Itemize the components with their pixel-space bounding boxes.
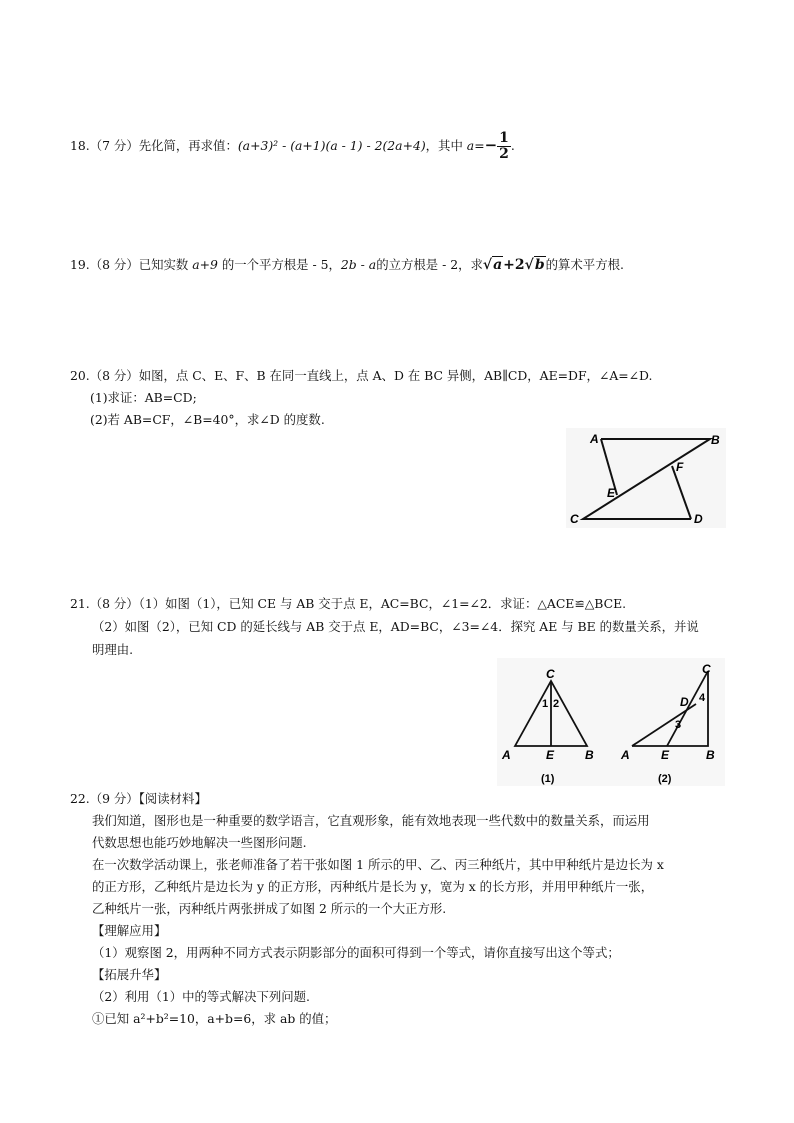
q22-line-9: 【拓展升华】	[92, 967, 167, 982]
q20-label-b: B	[711, 433, 720, 447]
q20-line-1: 20.（8 分）如图，点 C、E、F、B 在同一直线上，点 A、D 在 BC 异侧，AB∥CD，AE=DF，∠A=∠D.	[70, 368, 653, 383]
q18-number: 18.	[70, 138, 90, 153]
q21-fig1-caption: (1)	[541, 773, 555, 785]
q21-line-2: （2）如图（2），已知 CD 的延长线与 AB 交于点 E，AD=BC，∠3=∠4．探究 AE 与 BE 的数量关系，并说	[92, 619, 699, 634]
q21-fig1-label-c: C	[546, 667, 555, 681]
q20-line-3: (2)若 AB=CF，∠B=40°，求∠D 的度数.	[90, 412, 325, 427]
q21-fig1-label-b: B	[585, 748, 594, 762]
q20-label-e: E	[607, 486, 616, 500]
q20-line-2: (1)求证：AB=CD;	[90, 390, 197, 405]
q19-text-3: 的立方根是 - 2，求	[376, 257, 483, 272]
q18-fraction-numerator: 1	[499, 130, 509, 146]
q21-line-1: 21.（8 分）（1）如图（1），已知 CE 与 AB 交于点 E，AC=BC，∠1=∠2．求证：△ACE≌△BCE.	[70, 596, 627, 611]
q19-radicand-a: a	[493, 257, 503, 273]
q21-fig1-angle-2: 2	[553, 698, 560, 710]
q19-points: （8 分）	[89, 257, 139, 272]
q22-line-10: （2）利用（1）中的等式解决下列问题.	[92, 989, 310, 1004]
q18-minus-sign: −	[484, 136, 498, 154]
q20-label-d: D	[694, 512, 703, 526]
q20-figure	[566, 428, 726, 528]
q19-sqrt-a: √a	[482, 257, 503, 273]
q18-points: （7 分）	[89, 138, 139, 153]
q18-variable: a	[466, 138, 475, 153]
q21-fig2-label-a: A	[621, 748, 630, 762]
q21-figures	[497, 658, 725, 786]
q19-line	[70, 255, 624, 275]
q22-line-11: ①已知 a²+b²=10，a+b=6，求 ab 的值；	[92, 1011, 337, 1026]
q21-line-3: 明理由.	[92, 642, 134, 657]
q19-text-1: 已知实数	[138, 257, 193, 272]
q22-line-8: （1）观察图 2，用两种不同方式表示阴影部分的面积可得到一个等式，请你直接写出这个等式；	[92, 945, 620, 960]
q19-number: 19.	[70, 257, 90, 272]
q19-sqrt-b: √b	[524, 257, 545, 273]
q22-line-5: 的正方形，乙种纸片是边长为 y 的正方形，丙种纸片是长为 y，宽为 x 的长方形，并用甲种纸片一张，	[92, 879, 654, 894]
q18-expression: (a+3)² - (a+1)(a - 1) - 2(2a+4)	[237, 138, 426, 153]
q22-line-4: 在一次数学活动课上，张老师准备了若干张如图 1 所示的甲、乙、丙三种纸片，其中甲种纸片是边长为 x	[92, 857, 664, 872]
q18-fraction	[497, 131, 511, 162]
q19-text-4: 的算术平方根.	[545, 257, 624, 272]
q19-expr-2: 2b - a	[340, 257, 377, 272]
q19-expr-1: a+9	[192, 257, 218, 272]
q22-line-1: 22.（9 分）【阅读材料】	[70, 791, 207, 806]
q22-line-3: 代数思想也能巧妙地解决一些图形问题.	[92, 835, 307, 850]
q19-plus-two: +2	[503, 257, 525, 273]
q21-fig2-label-c: C	[702, 662, 711, 676]
q21-fig1-angle-1: 1	[542, 698, 549, 710]
q20-label-a: A	[590, 432, 599, 446]
q21-fig2-label-b: B	[706, 748, 715, 762]
q22-line-2: 我们知道，图形也是一种重要的数学语言，它直观形象，能有效地表现一些代数中的数量关系，而运用	[92, 813, 650, 828]
q18-text: 先化简，再求值：	[138, 138, 238, 153]
q21-fig2-caption: (2)	[658, 773, 672, 785]
q18-text-2: ，其中	[425, 138, 467, 153]
q21-fig1-label-e: E	[546, 748, 555, 762]
q20-label-f: F	[676, 460, 684, 474]
q18-line	[70, 131, 515, 162]
q18-equals: =	[474, 138, 485, 153]
q19-text-2: 的一个平方根是 - 5，	[217, 257, 341, 272]
q20-label-c: C	[570, 512, 579, 526]
q22-line-7: 【理解应用】	[92, 923, 167, 938]
q21-figures-bg	[497, 658, 725, 786]
q18-fraction-denominator: 2	[499, 146, 509, 162]
q21-fig2-angle-4: 4	[699, 692, 706, 704]
q21-fig2-angle-3: 3	[675, 719, 682, 731]
q22-line-6: 乙种纸片一张，丙种纸片两张拼成了如图 2 所示的一个大正方形.	[92, 901, 447, 916]
q21-fig2-label-e: E	[661, 748, 670, 762]
q21-fig2-label-d: D	[680, 695, 689, 709]
q21-fig1-label-a: A	[502, 748, 511, 762]
q19-radicand-b: b	[534, 257, 545, 273]
q18-period: .	[510, 138, 515, 153]
